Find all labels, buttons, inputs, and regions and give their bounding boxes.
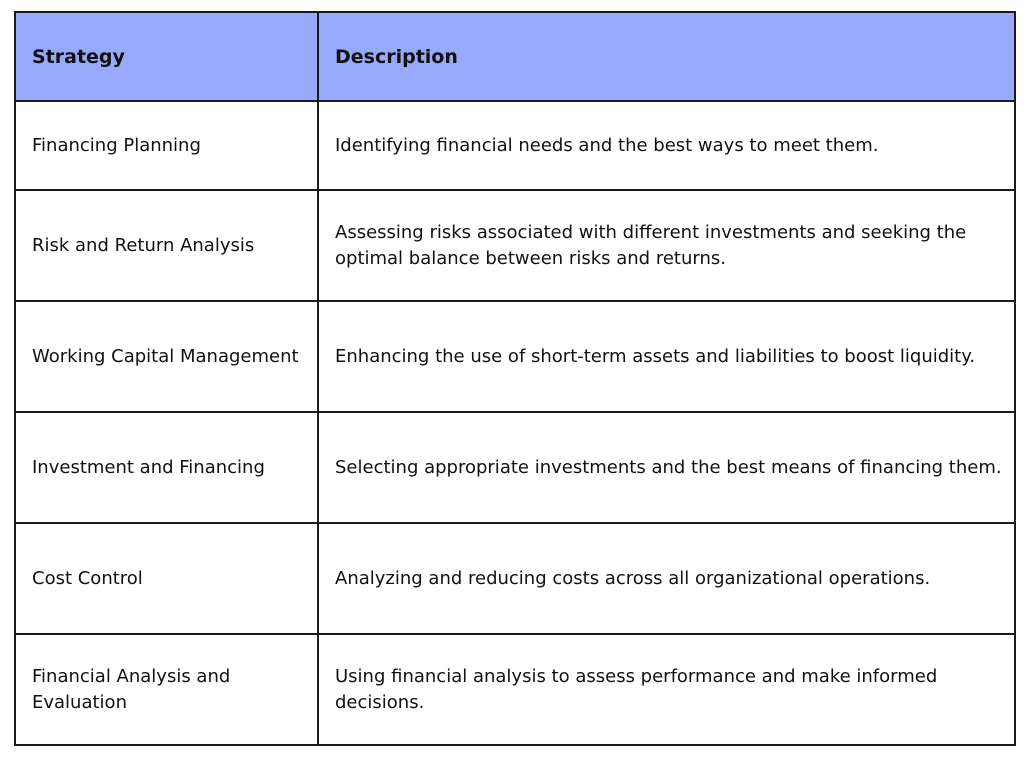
table-row [15, 634, 1015, 745]
strategy-cell: Cost Control [15, 523, 318, 634]
table-row [15, 412, 1015, 523]
table-header-row [15, 12, 1015, 101]
description-cell: Selecting appropriate investments and the best means of financing them. [318, 412, 1015, 523]
strategy-cell: Risk and Return Analysis [15, 190, 318, 301]
table-row [15, 301, 1015, 412]
description-cell: Assessing risks associated with different investments and seeking the optimal balance between risks and returns. [318, 190, 1015, 301]
strategy-cell: Financing Planning [15, 101, 318, 190]
description-cell: Using financial analysis to assess performance and make informed decisions. [318, 634, 1015, 745]
description-cell: Enhancing the use of short-term assets and liabilities to boost liquidity. [318, 301, 1015, 412]
table-row [15, 190, 1015, 301]
strategy-table-container [14, 11, 1014, 746]
description-cell: Analyzing and reducing costs across all organizational operations. [318, 523, 1015, 634]
table-row [15, 523, 1015, 634]
header-description: Description [318, 12, 1015, 101]
strategy-cell: Financial Analysis and Evaluation [15, 634, 318, 745]
strategy-table [14, 11, 1016, 746]
header-strategy: Strategy [15, 12, 318, 101]
strategy-cell: Working Capital Management [15, 301, 318, 412]
table-row [15, 101, 1015, 190]
description-cell: Identifying financial needs and the best ways to meet them. [318, 101, 1015, 190]
strategy-cell: Investment and Financing [15, 412, 318, 523]
